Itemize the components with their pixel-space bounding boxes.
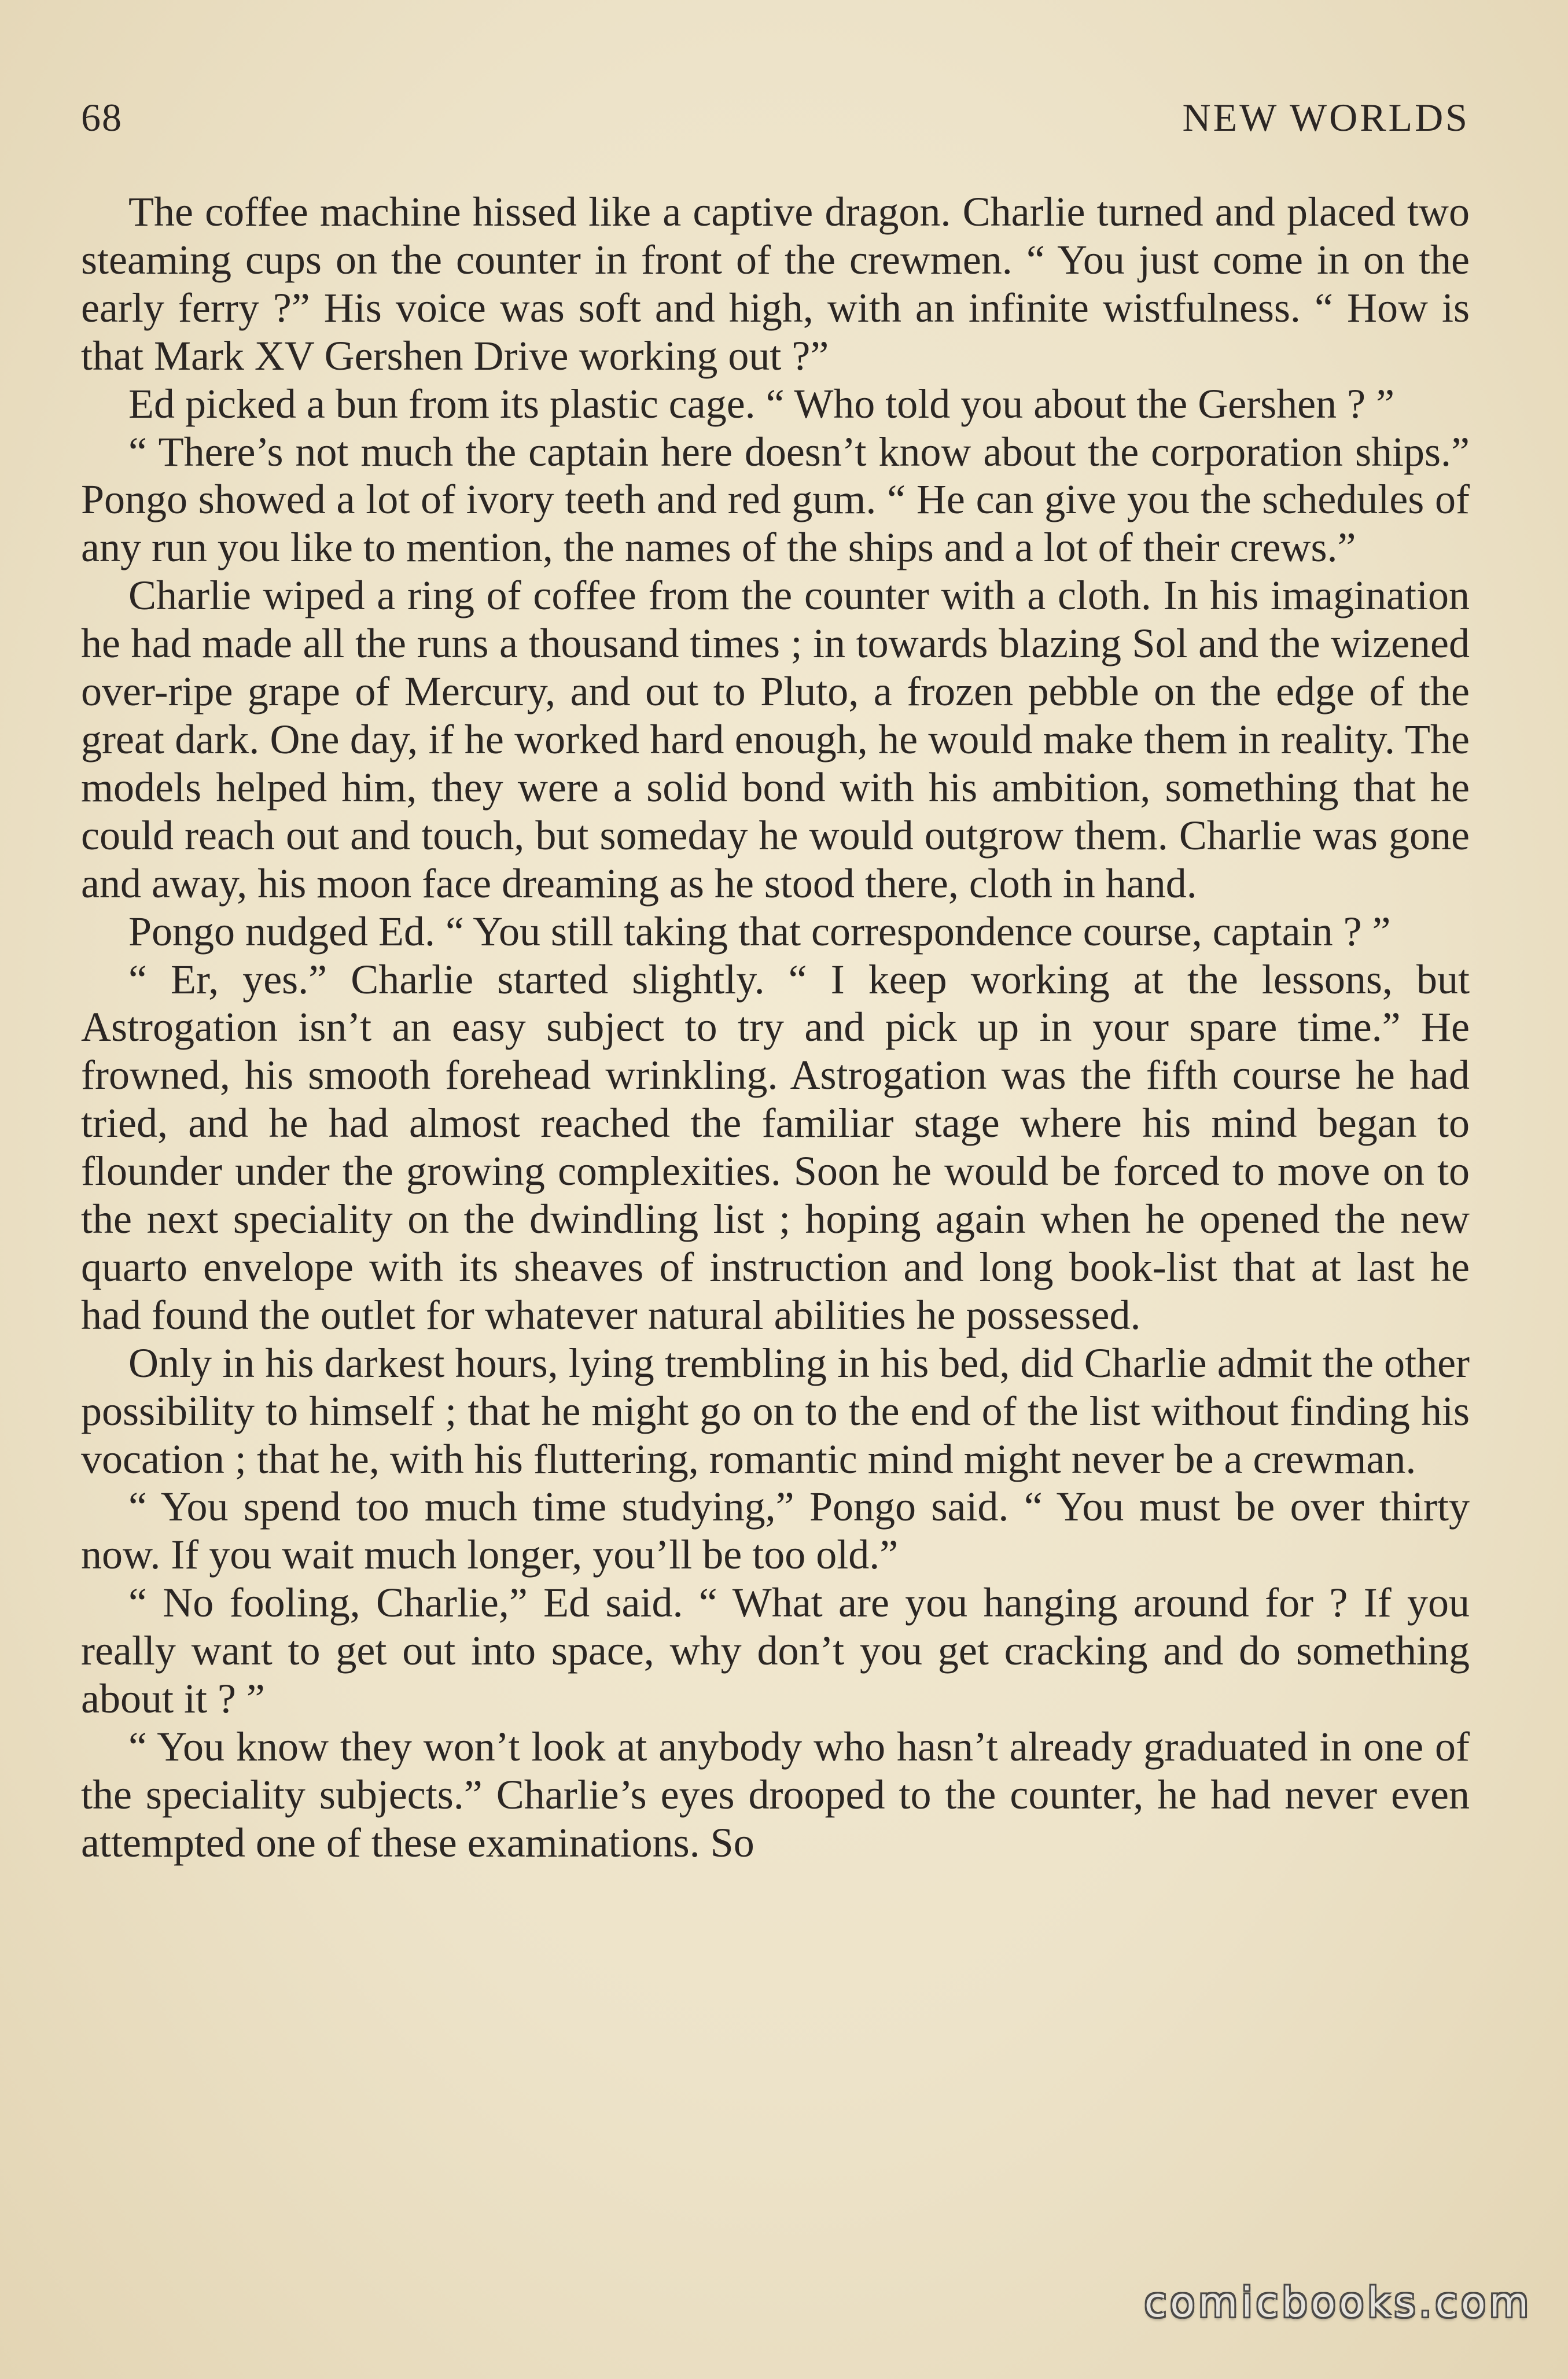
paragraph: Ed picked a bun from its plastic cage. “ Who told you about the Gershen ? ” bbox=[128, 380, 1395, 427]
page-header bbox=[81, 91, 1470, 143]
paragraph: “ You know they won’t look at anybody who hasn’t already graduated in one of the speciality subjects.” Charlie’s eyes drooped to the counter, he had never even attempted one of these examinations. So bbox=[81, 1724, 1470, 1866]
paragraph: Only in his darkest hours, lying trembling in his bed, did Charlie admit the other possibility to himself ; that he might go on to the end of the list without finding his vocation ; that he, with his fluttering, romantic mind might never be a crewman. bbox=[81, 1339, 1470, 1482]
paragraph: “ No fooling, Charlie,” Ed said. “ What are you hanging around for ? If you really want to get out into space, why don’t you get cracking and do something about it ? ” bbox=[81, 1579, 1470, 1722]
paragraph: Charlie wiped a ring of coffee from the counter with a cloth. In his imagination he had made all the runs a thousand times ; in towards blazing Sol and the wizened over-ripe grape of Mercury, and out to Pluto, a frozen pebble on the edge of the great dark. One day, if he worked hard enough, he would make them in reality. The models helped him, they were a solid bond with his ambition, something that he could reach out and touch, but someday he would outgrow them. Charlie was gone and away, his moon face dreaming as he stood there, cloth in hand. bbox=[81, 572, 1470, 907]
paragraph: The coffee machine hissed like a captive dragon. Charlie turned and placed two steaming cups on the counter in front of the crewmen. “ You just come in on the early ferry ?” His voice was soft and high, with an infinite wistfulness. “ How is that Mark XV Gershen Drive working out ?” bbox=[81, 189, 1470, 379]
paragraph: Pongo nudged Ed. “ You still taking that correspondence course, captain ? ” bbox=[128, 908, 1391, 955]
paragraph: “ Er, yes.” Charlie started slightly. “ I keep working at the lessons, but Astrogation isn’t an easy subject to try and pick up in your spare time.” He frowned, his smooth forehead wrinkling. Astrogation was the fifth course he had tried, and he had almost reached the familiar stage where his mind began to flounder under the growing complexities. Soon he would be forced to move on to the next speciality on the dwindling list ; hoping again when he opened the new quarto envelope with its sheaves of instruction and long book-list that at last he had found the outlet for whatever natural abilities he possessed. bbox=[81, 956, 1470, 1338]
page-number: 68 bbox=[81, 95, 123, 139]
story-text bbox=[81, 188, 1470, 1867]
running-head: NEW WORLDS bbox=[1182, 95, 1470, 139]
paragraph: “ There’s not much the captain here doesn’t know about the corporation ships.” Pongo showed a lot of ivory teeth and red gum. “ He can give you the schedules of any run you like to mention, the names of the ships and a lot of their crews.” bbox=[81, 428, 1470, 571]
source-watermark: comicbooks.com bbox=[1144, 2279, 1532, 2326]
paragraph: “ You spend too much time studying,” Pongo said. “ You must be over thirty now. If you wait much longer, you’ll be too old.” bbox=[81, 1483, 1470, 1578]
